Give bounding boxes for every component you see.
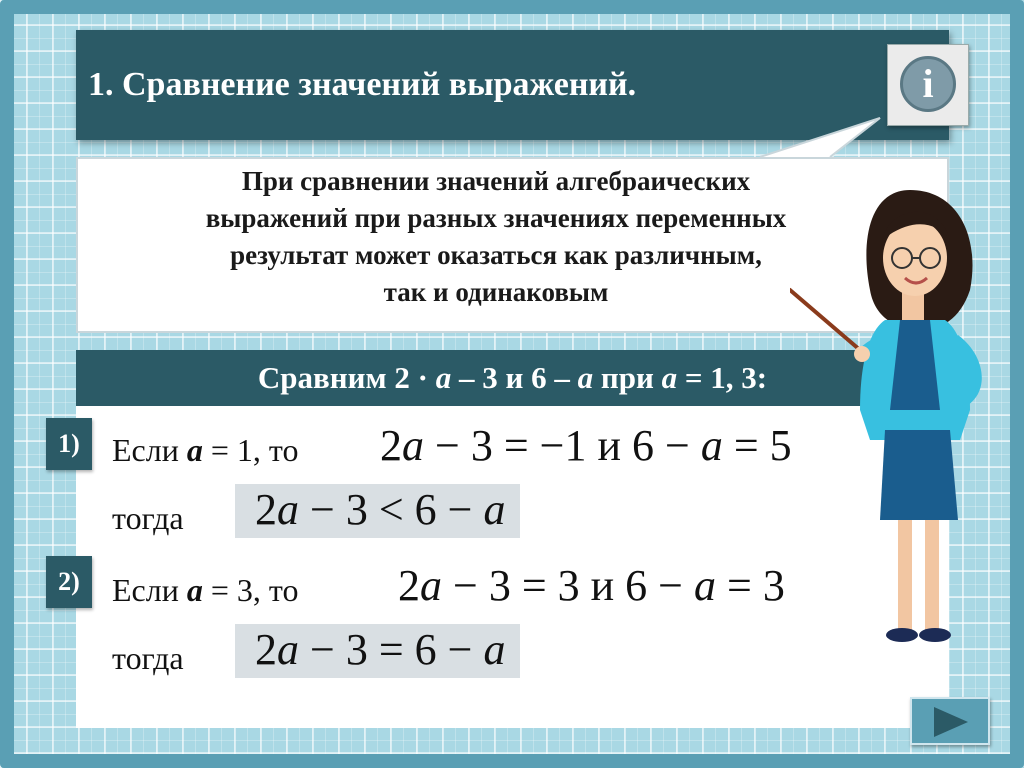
math-var: a [402,421,424,470]
task-part: = 1, 3: [677,360,768,395]
bubble-line: При сравнении значений алгебраических [241,166,751,196]
math-part: − 3 = 6 − [299,625,484,674]
case-1-then: тогда [112,500,184,536]
case-1-expression [380,420,792,471]
task-part: – 3 и 6 – [451,360,578,395]
if-word: Если [112,572,187,608]
task-part: Сравним 2 · [257,360,436,395]
info-icon: i [900,56,956,112]
case-2-then: тогда [112,640,184,676]
play-arrow-icon [934,707,968,737]
task-variable: a [577,360,594,395]
task-variable: a [435,360,452,395]
math-var: a [277,625,299,674]
math-var: a [694,561,716,610]
bubble-line: так и одинаковым [383,277,609,307]
case-variable: a [186,572,203,608]
case-variable: a [186,432,203,468]
case-2-condition [112,572,298,609]
slide-title: 1. Сравнение значений выражений. [88,66,637,103]
teacher-illustration [790,180,1010,660]
case-1-condition [112,432,298,469]
case-value: = 1, то [202,432,299,468]
math-part: 2 [255,625,277,674]
bubble-text [96,163,896,311]
math-part: 2 [380,421,402,470]
math-var: a [700,421,723,470]
math-part: − 3 = 3 и 6 − [442,561,694,610]
case-1-result [255,484,505,535]
task-variable: a [661,360,678,395]
case-badge-1: 1) [46,418,92,470]
math-var: a [483,485,506,534]
math-part: = 5 [722,421,792,470]
info-button[interactable] [887,44,969,126]
case-2-expression [398,560,785,611]
bubble-line: результат может оказаться как различным, [230,240,762,270]
math-part: = 3 [716,561,785,610]
bubble-line: выражений при разных значениях переменных [205,203,787,233]
math-part: 2 [255,485,277,534]
math-part: 2 [398,561,420,610]
if-word: Если [112,432,187,468]
math-part: − 3 < 6 − [299,485,484,534]
speech-bubble-tail [740,112,890,162]
math-var: a [483,625,506,674]
next-slide-button[interactable] [910,697,990,745]
math-var: a [420,561,442,610]
math-var: a [277,485,299,534]
case-badge-2: 2) [46,556,92,608]
case-value: = 3, то [202,572,299,608]
math-part: − 3 = −1 и 6 − [424,421,701,470]
case-2-result [255,624,505,675]
task-part: при [593,360,662,395]
